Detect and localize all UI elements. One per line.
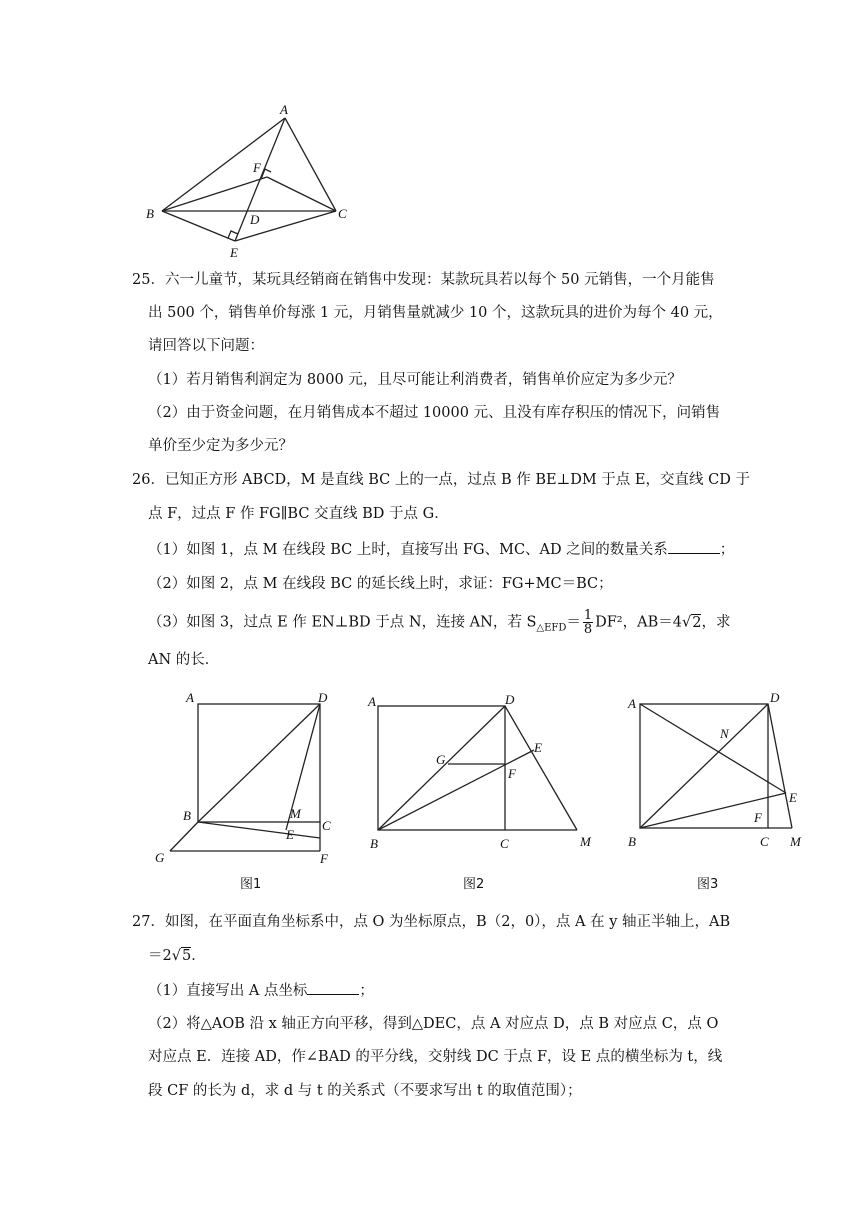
label-D: D [505, 692, 515, 707]
caption-fig2: 图2 [463, 877, 485, 892]
label-G: G [436, 752, 446, 767]
figure-2 [360, 688, 610, 858]
label-E: E [286, 827, 294, 842]
label-D: D [318, 690, 328, 705]
answer-blank [668, 539, 720, 554]
answer-blank [307, 980, 359, 995]
label-B: B [370, 836, 378, 851]
sub-question-2: （2）将△AOB 沿 x 轴正方向平移，得到△DEC，点 A 对应点 D，点 B 对应点 C，点 O [148, 1016, 719, 1032]
label-G: G [155, 850, 165, 865]
label-B: B [183, 808, 191, 823]
sub-question-2-cont: 单价至少定为多少元？ [148, 438, 293, 454]
question-text: 六一儿童节，某玩具经销商在销售中发现：某款玩具若以每个 50 元销售，一个月能售 [164, 272, 715, 288]
label-C: C [322, 818, 331, 833]
fraction: $\frac{1}{8}$ [583, 608, 593, 637]
sub-question-1: （1）如图 1，点 M 在线段 BC 上时，直接写出 FG、MC、AD 之间的数量关系 [148, 542, 668, 558]
label-D: D [250, 212, 260, 227]
question-text: 点 F，过点 F 作 FG∥BC 交直线 BD 于点 G． [148, 506, 449, 522]
label-B: B [628, 834, 636, 849]
sub-question-1: （1）直接写出 A 点坐标 [148, 983, 308, 999]
label-M: M [290, 806, 301, 821]
sub-question-3-cont: AN 的长． [148, 652, 220, 668]
question-text: 已知正方形 ABCD，M 是直线 BC 上的一点，过点 B 作 BE⊥DM 于点 E，交直线 CD 于 [164, 472, 750, 488]
label-A: A [186, 690, 194, 705]
question-number: 27． [132, 914, 165, 930]
label-E: E [789, 790, 797, 805]
sub-question-2-cont: 段 CF 的长为 d，求 d 与 t 的关系式（不要求写出 t 的取值范围）； [148, 1083, 582, 1099]
question-text: 请回答以下问题： [148, 338, 264, 354]
sub-question-2: （2）如图 2，点 M 在线段 BC 的延长线上时，求证：FG+MC＝BC； [148, 576, 613, 592]
question-number: 25． [132, 272, 165, 288]
question-text: 如图，在平面直角坐标系中，点 O 为坐标原点，B（2，0），点 A 在 y 轴正半轴上，AB [164, 914, 731, 930]
label-M: M [790, 834, 801, 849]
sub-question-2-cont: 对应点 E．连接 AD，作∠BAD 的平分线，交射线 DC 于点 F，设 E 点的横坐标为 t，线 [148, 1049, 723, 1065]
label-C: C [760, 834, 769, 849]
sub-question-2: （2）由于资金问题，在月销售成本不超过 10000 元、且没有库存积压的情况下，问销售 [148, 405, 721, 421]
label-C: C [500, 836, 509, 851]
label-C: C [338, 206, 347, 221]
label-A: A [628, 696, 636, 711]
label-B: B [146, 206, 154, 221]
sub-question-3: （3）如图 3，过点 E 作 EN⊥BD 于点 N，连接 AN，若 $S_{\triangle EFD}=$ $\frac{1}{8}$ DF²，AB＝4√2，求 [148, 608, 731, 637]
figure-1 [150, 688, 350, 868]
sub-question-1: （1）若月销售利润定为 8000 元，且尽可能让利消费者，销售单价应定为多少元？ [148, 372, 682, 388]
label-E: E [534, 740, 542, 755]
question-text: ＝2√5． [148, 948, 206, 964]
caption-fig1: 图1 [240, 877, 262, 892]
label-D: D [770, 690, 780, 705]
label-A: A [368, 694, 376, 709]
label-N: N [720, 726, 729, 741]
triangle-figure-top [140, 100, 370, 265]
label-F: F [320, 851, 328, 866]
question-number: 26． [132, 472, 165, 488]
label-M: M [580, 834, 591, 849]
label-F: F [508, 766, 516, 781]
caption-fig3: 图3 [697, 877, 719, 892]
label-F: F [253, 160, 261, 175]
figure-3 [620, 686, 820, 856]
label-F: F [754, 810, 762, 825]
label-E: E [230, 245, 238, 260]
label-A: A [280, 102, 288, 117]
question-text: 出 500 个，销售单价每涨 1 元，月销售量就减少 10 个，这款玩具的进价为每个 40 元， [148, 305, 723, 321]
